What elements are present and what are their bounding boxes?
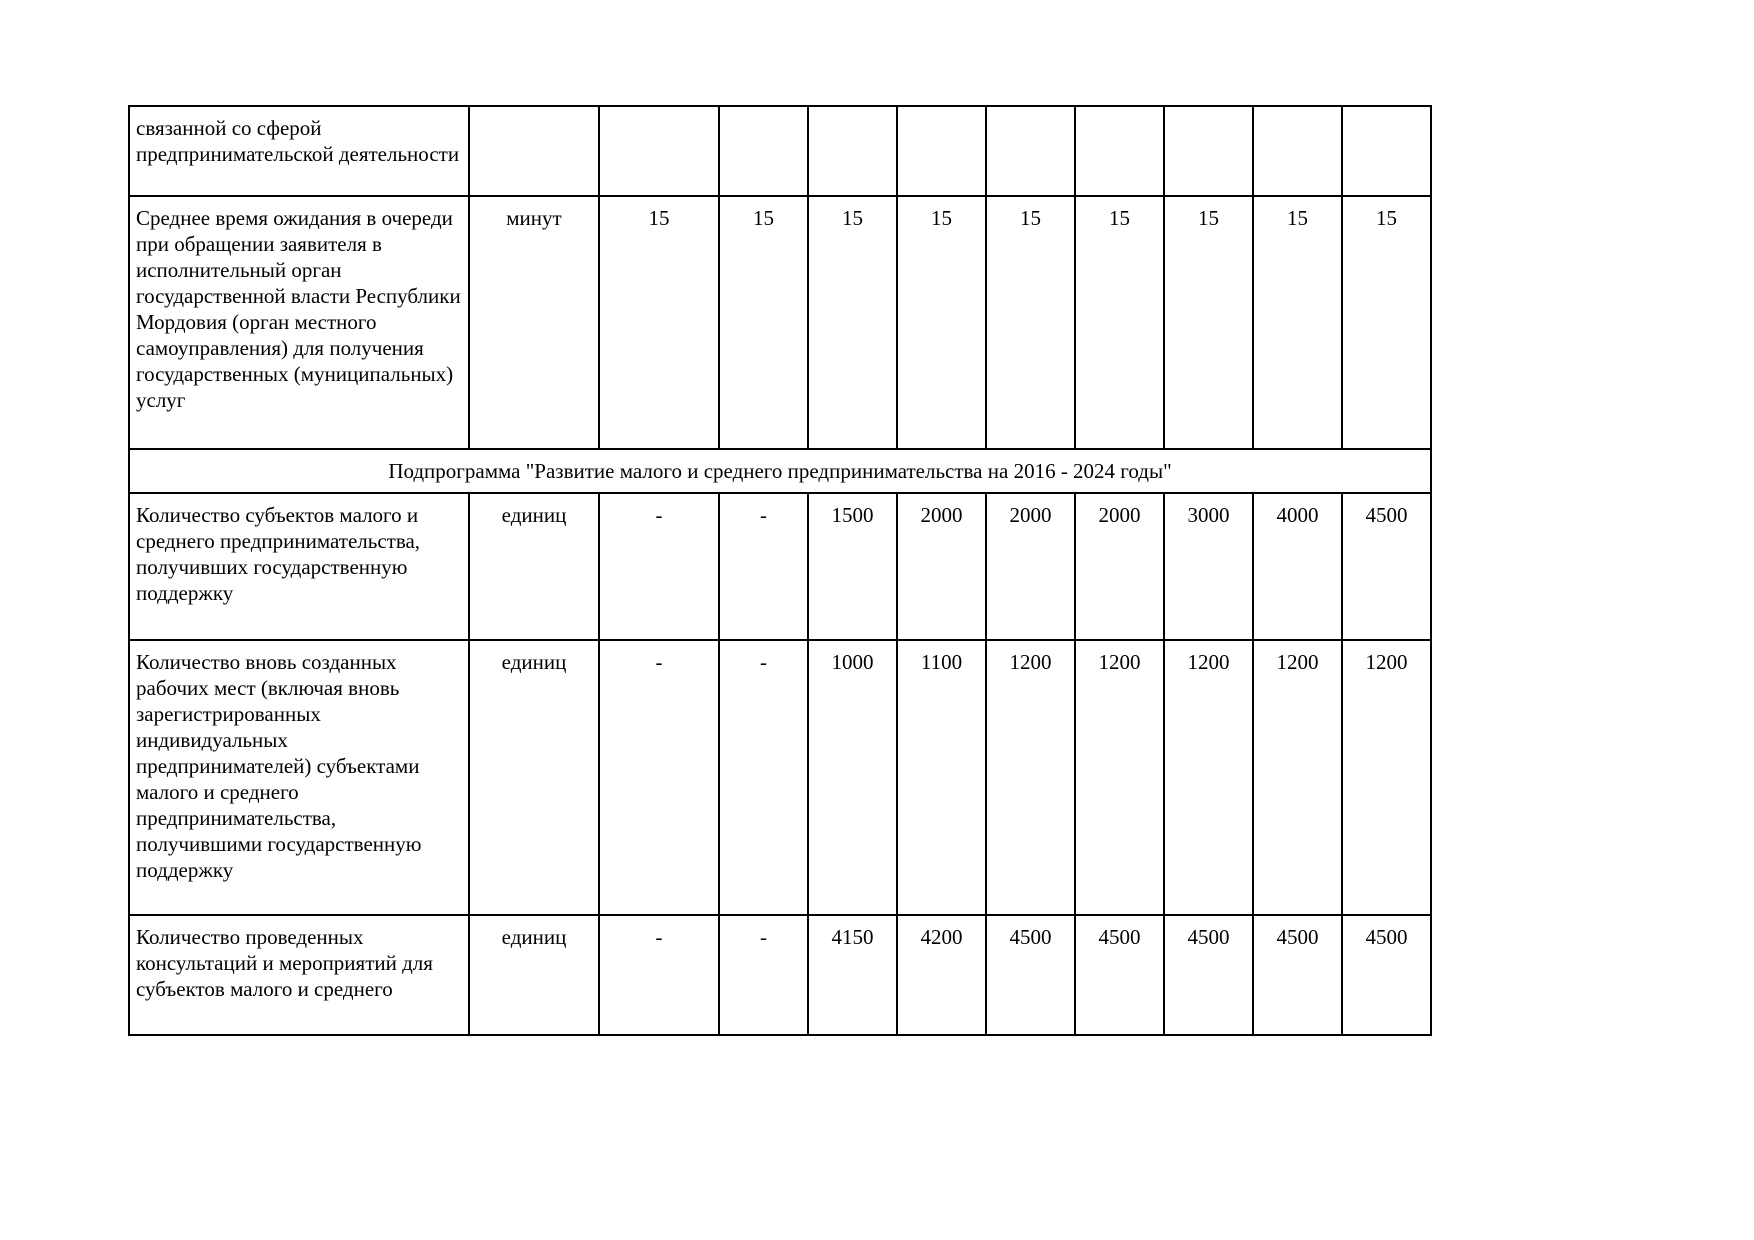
value-cell: - [719,915,808,1035]
subprogram-header-cell: Подпрограмма "Развитие малого и среднего предпринимательства на 2016 - 2024 годы" [129,449,1431,493]
value-cell: 4200 [897,915,986,1035]
value-cell: 4500 [1342,915,1431,1035]
value-cell: 4150 [808,915,897,1035]
value-cell: 4000 [1253,493,1342,640]
table-row-subprogram-header [129,449,1431,493]
indicator-cell: связанной со сферой предпринимательской деятельности [129,106,469,196]
value-cell: - [599,640,719,915]
value-cell: 1200 [1342,640,1431,915]
value-cell: 15 [1075,196,1164,449]
value-cell: 4500 [1253,915,1342,1035]
value-cell: 1500 [808,493,897,640]
value-cell: 1000 [808,640,897,915]
table-row-new-jobs [129,640,1431,915]
value-cell: 15 [897,196,986,449]
value-cell: 1200 [1164,640,1253,915]
value-cell [1253,106,1342,196]
value-cell: 3000 [1164,493,1253,640]
value-cell [808,106,897,196]
value-cell: 4500 [1164,915,1253,1035]
table-row-consultations [129,915,1431,1035]
unit-cell: единиц [469,493,599,640]
value-cell: 4500 [1075,915,1164,1035]
value-cell: 15 [1253,196,1342,449]
indicator-cell: Количество проведенных консультаций и мероприятий для субъектов малого и среднего [129,915,469,1035]
value-cell [1342,106,1431,196]
value-cell: 4500 [986,915,1075,1035]
value-cell: 1100 [897,640,986,915]
value-cell: 2000 [897,493,986,640]
value-cell: 2000 [1075,493,1164,640]
value-cell: - [599,493,719,640]
value-cell: - [719,493,808,640]
unit-cell [469,106,599,196]
value-cell [897,106,986,196]
table-row-waiting-time [129,196,1431,449]
value-cell: 15 [599,196,719,449]
indicator-cell: Количество вновь созданных рабочих мест (включая вновь зарегистрированных индивидуальных предпринимателей) субъектами малого и среднего предпринимательства, получившими государственную поддержку [129,640,469,915]
value-cell [1164,106,1253,196]
value-cell: 1200 [1075,640,1164,915]
table-row-indicator-continuation [129,106,1431,196]
value-cell: 15 [808,196,897,449]
document-page [128,105,1432,1036]
indicator-cell: Среднее время ожидания в очереди при обращении заявителя в исполнительный орган государственной власти Республики Мордовия (орган местного самоуправления) для получения государственных (муниципальных) услуг [129,196,469,449]
value-cell: 15 [986,196,1075,449]
value-cell: 1200 [1253,640,1342,915]
value-cell [599,106,719,196]
indicator-cell: Количество субъектов малого и среднего предпринимательства, получивших государственную поддержку [129,493,469,640]
value-cell: 15 [719,196,808,449]
table-row-supported-subjects [129,493,1431,640]
value-cell: - [599,915,719,1035]
unit-cell: единиц [469,915,599,1035]
value-cell [986,106,1075,196]
value-cell [1075,106,1164,196]
value-cell: 15 [1164,196,1253,449]
value-cell: - [719,640,808,915]
value-cell: 1200 [986,640,1075,915]
value-cell [719,106,808,196]
value-cell: 15 [1342,196,1431,449]
value-cell: 4500 [1342,493,1431,640]
indicators-table [128,105,1432,1036]
unit-cell: единиц [469,640,599,915]
unit-cell: минут [469,196,599,449]
value-cell: 2000 [986,493,1075,640]
